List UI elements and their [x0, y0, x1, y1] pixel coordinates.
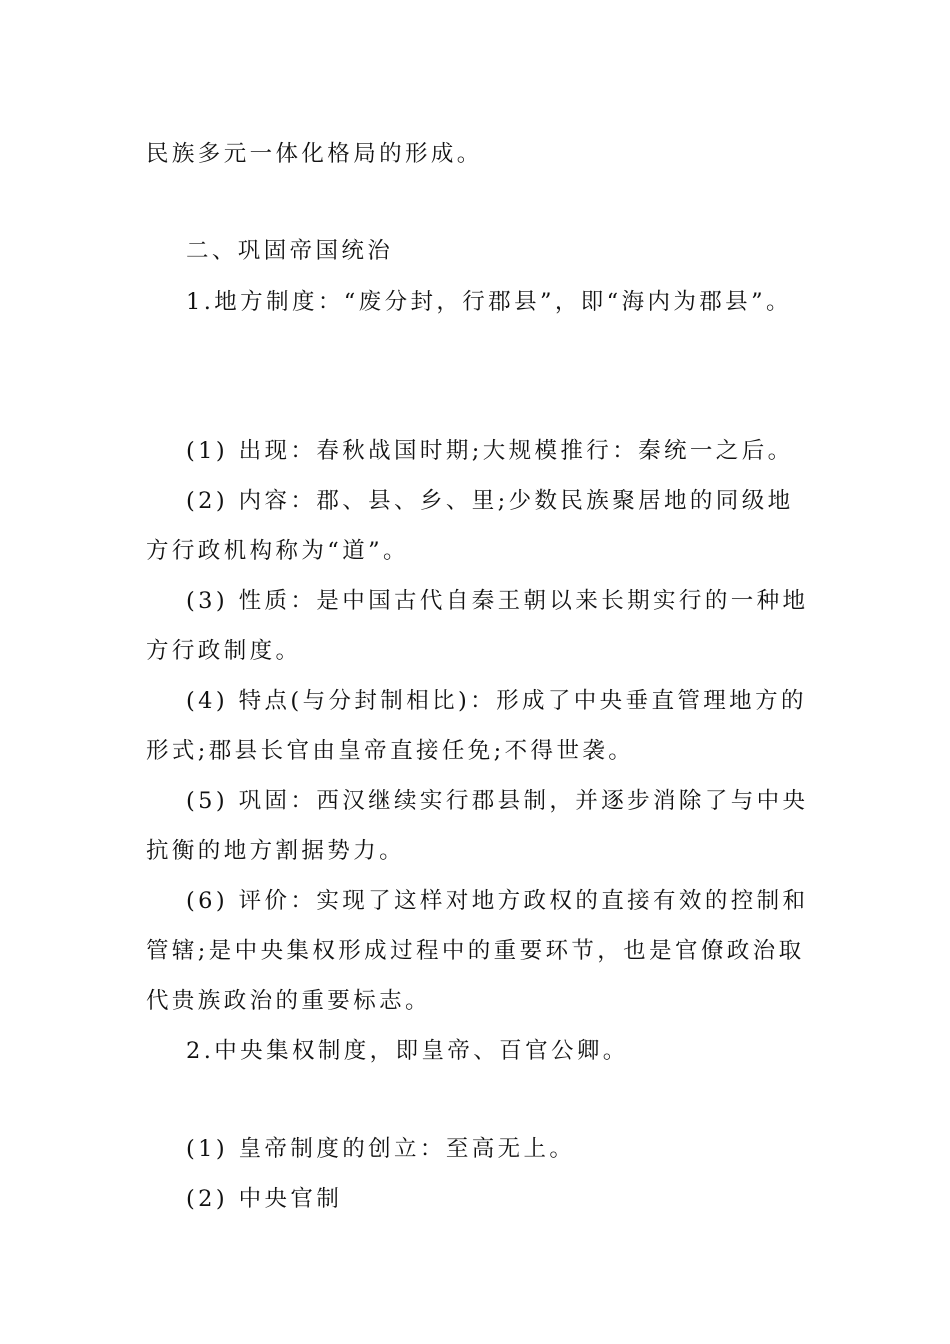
subsection-heading: 1.地方制度：“废分封，行郡县”，即“海内为郡县”。 — [186, 289, 792, 315]
list-item: (1) 皇帝制度的创立：至高无上。 — [186, 1136, 576, 1162]
list-item-continuation: 方行政机构称为“道”。 — [146, 538, 409, 564]
paragraph-line: 民族多元一体化格局的形成。 — [146, 141, 483, 167]
subsection-heading: 2.中央集权制度，即皇帝、百官公卿。 — [186, 1038, 629, 1064]
list-item-continuation: 方行政制度。 — [146, 638, 302, 664]
list-item-continuation: 代贵族政治的重要标志。 — [146, 988, 431, 1014]
list-item: (5) 巩固：西汉继续实行郡县制，并逐步消除了与中央 — [186, 788, 809, 814]
section-heading: 二、巩固帝国统治 — [186, 238, 394, 264]
list-item: (1) 出现：春秋战国时期;大规模推行：秦统一之后。 — [186, 438, 794, 464]
list-item: (3) 性质：是中国古代自秦王朝以来长期实行的一种地 — [186, 588, 809, 614]
list-item: (4) 特点(与分封制相比)：形成了中央垂直管理地方的 — [186, 688, 807, 714]
list-item-continuation: 形式;郡县长官由皇帝直接任免;不得世袭。 — [146, 738, 635, 764]
list-item-continuation: 管辖;是中央集权形成过程中的重要环节，也是官僚政治取 — [146, 938, 805, 964]
list-item-continuation: 抗衡的地方割据势力。 — [146, 838, 406, 864]
list-item: (6) 评价：实现了这样对地方政权的直接有效的控制和 — [186, 888, 809, 914]
list-item: (2) 中央官制 — [186, 1186, 343, 1212]
list-item: (2) 内容：郡、县、乡、里;少数民族聚居地的同级地 — [186, 488, 794, 514]
